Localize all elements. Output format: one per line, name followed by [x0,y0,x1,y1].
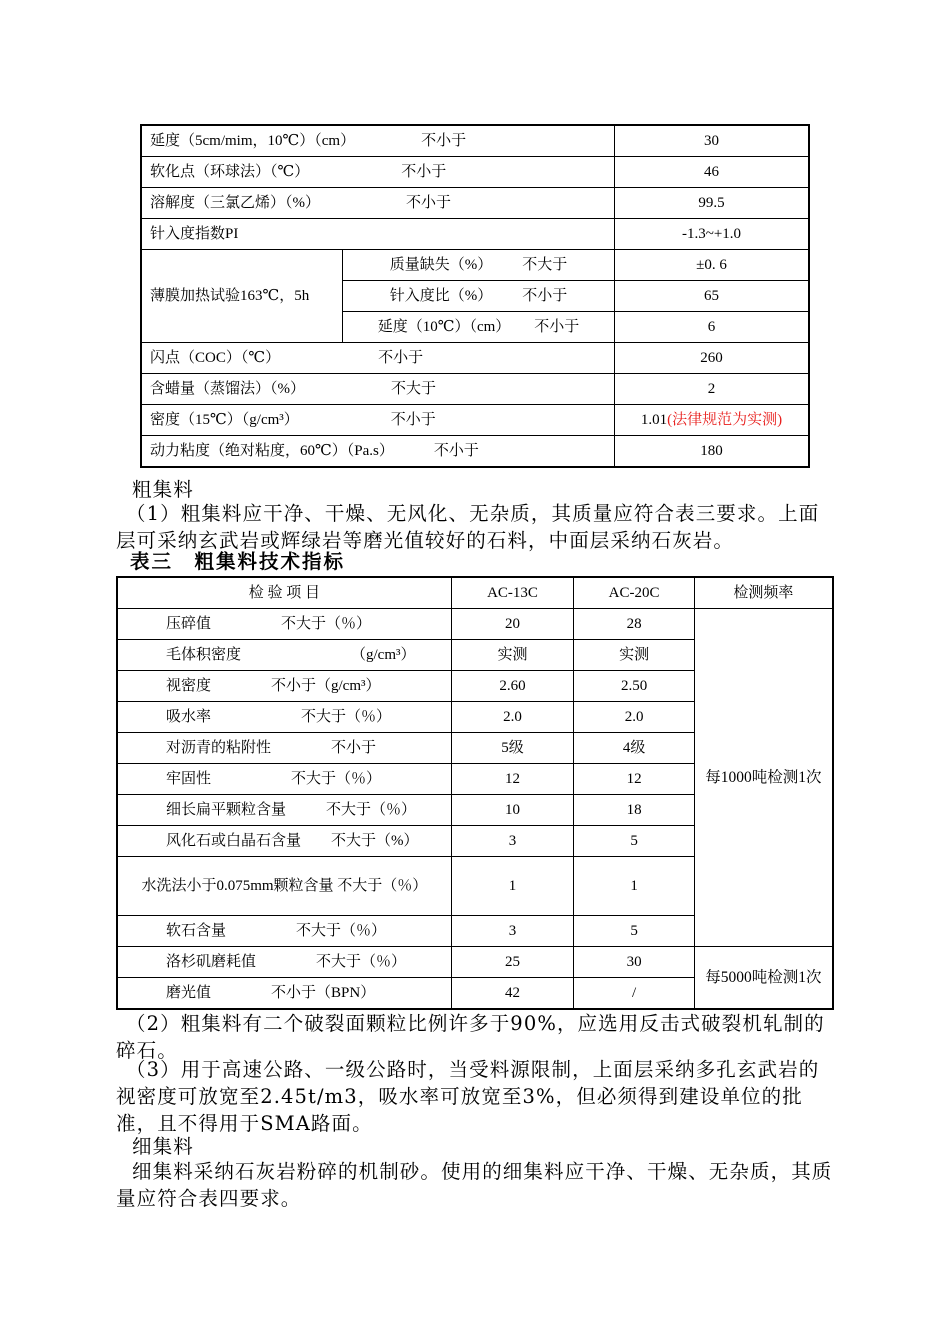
row-condition: 不小于 [406,194,452,211]
item-label: 对沥青的粘附性 [166,739,272,756]
table-cell [141,405,615,436]
table-row [141,343,809,374]
row-value: 99.5 [615,188,810,219]
item-label: 洛杉矶磨耗值 [166,953,257,970]
item-label: 磨光值 [166,984,212,1001]
table-row [141,250,809,281]
row-value: ±0. 6 [615,250,810,281]
row-value: 46 [615,157,810,188]
sub-condition: 不大于 [522,256,568,273]
row-label: 软化点（环球法）（℃） [150,163,310,180]
section-heading-fine [116,1133,836,1160]
item-condition: 不大于（％） [326,801,417,818]
table-cell [117,640,451,671]
row-value: -1.3~+1.0 [615,219,810,250]
row-value: 6 [615,312,810,343]
table-cell [117,916,451,947]
table-cell [141,436,615,468]
column-header: AC-20C [574,577,695,609]
paragraph: （2）粗集料有二个破裂面颗粒比例许多于90%，应选用反击式破裂机轧制的碎石。 [116,1012,825,1062]
row-value: 1.01 [640,411,668,428]
row-condition: 不小于 [433,442,479,459]
column-header: 检 验 项 目 [117,577,451,609]
table-row [117,947,833,978]
table-cell [117,826,451,857]
table-cell [117,671,451,702]
value-ac13: 20 [451,609,574,640]
value-ac20: 实测 [574,640,695,671]
table-row [141,405,809,436]
row-condition: 不大于 [391,380,437,397]
table-cell [117,733,451,764]
row-label: 溶解度（三氯乙烯）（%） [150,194,320,211]
table-cell [117,702,451,733]
paragraph: （1）粗集料应干净、干燥、无风化、无杂质，其质量应符合表三要求。上面层可采纳玄武岩或辉绿岩等磨光值较好的石料，中面层采纳石灰岩。 [116,502,820,552]
value-ac13: 3 [451,916,574,947]
sub-label: 针入度比（%） [389,287,493,304]
row-label: 闪点（COC）（℃） [150,349,281,366]
row-label: 动力粘度（绝对粘度，60℃）（Pa.s） [150,442,394,459]
row-value: 180 [615,436,810,468]
item-condition: 不大于（%） [331,832,419,849]
item-label: 水洗法小于0.075mm颗粒含量 不大于（％） [141,877,428,894]
table-row [141,436,809,468]
row-condition: 不小于 [390,411,436,428]
column-header: AC-13C [451,577,574,609]
item-condition: 不小于（g/cm³） [271,677,381,694]
row-label: 密度（15℃）（g/cm³） [150,411,299,428]
value-ac20: 2.0 [574,702,695,733]
table-cell [117,857,451,916]
table-row [141,374,809,405]
value-ac13: 42 [451,978,574,1010]
row-value: 2 [615,374,810,405]
heading-text: 粗集料 [132,478,194,501]
table-row [141,125,809,157]
value-ac13: 5级 [451,733,574,764]
value-ac13: 10 [451,795,574,826]
value-ac20: 18 [574,795,695,826]
value-ac20: 2.50 [574,671,695,702]
table-title: 表三 粗集料技术指标 [130,550,346,573]
red-note: (法律规范为实测) [667,411,783,428]
table-cell [117,947,451,978]
row-value: 260 [615,343,810,374]
value-ac13: 实测 [451,640,574,671]
item-label: 牢固性 [166,770,212,787]
value-ac13: 3 [451,826,574,857]
row-value: 65 [615,281,810,312]
value-ac20: 5 [574,826,695,857]
table-cell [141,374,615,405]
value-ac20: 4级 [574,733,695,764]
table-cell [141,219,615,250]
film-test-label: 薄膜加热试验163℃，5h [141,250,343,343]
value-ac20: / [574,978,695,1010]
value-ac13: 1 [451,857,574,916]
section-heading-coarse [116,476,836,503]
row-label: 延度（5cm/mim，10℃）（cm） [150,132,356,149]
paragraph: （3）用于高速公路、一级公路时，当受料源限制，上面层采纳多孔玄武岩的视密度可放宽至2.45t/m3，吸水率可放宽至3%，但必须得到建设单位的批准，且不得用于SMA路面。 [116,1058,820,1135]
row-value: 30 [615,125,810,157]
item-label: 吸水率 [166,708,212,725]
row-condition: 不小于 [378,349,424,366]
item-label: 视密度 [166,677,212,694]
row-condition: 不小于 [401,163,447,180]
table-cell [141,343,615,374]
heading-text: 细集料 [132,1135,194,1158]
item-label: 压碎值 [166,615,212,632]
paragraph: 细集料采纳石灰岩粉碎的机制砂。使用的细集料应干净、干燥、无杂质，其质量应符合表四要求。 [116,1160,833,1210]
value-ac20: 5 [574,916,695,947]
item-condition: 不大于（％） [301,708,392,725]
table-header-row [117,577,833,609]
value-ac20: 28 [574,609,695,640]
item-condition: 不大于（％） [291,770,382,787]
row-label: 含蜡量（蒸馏法）（%） [150,380,305,397]
table-cell [343,250,615,281]
item-condition: 不大于（％） [296,922,387,939]
item-label: 毛体积密度 [166,646,242,663]
item-condition: （g/cm³） [351,646,416,663]
sub-label: 延度（10℃）（cm） [377,318,511,335]
item-condition: 不大于（％） [281,615,372,632]
item-label: 风化石或白晶石含量 [166,832,302,849]
table-row [117,609,833,640]
item-condition: 不小于（BPN） [271,984,376,1001]
table-cell [117,609,451,640]
table-row [141,157,809,188]
table-row [141,219,809,250]
item-condition: 不小于 [331,739,377,756]
value-ac13: 25 [451,947,574,978]
item-label: 细长扁平颗粒含量 [166,801,287,818]
sub-condition: 不小于 [534,318,580,335]
asphalt-spec-table [140,124,810,468]
table-cell [343,281,615,312]
value-ac20: 12 [574,764,695,795]
value-ac20: 30 [574,947,695,978]
value-ac13: 2.60 [451,671,574,702]
table-cell [117,764,451,795]
table-cell [141,188,615,219]
table-cell [141,157,615,188]
table-cell [117,795,451,826]
frequency-cell: 每1000吨检测1次 [694,609,833,947]
table-row [141,188,809,219]
sub-label: 质量缺失（%） [389,256,493,273]
row-label: 针入度指数PI [150,225,239,242]
item-condition: 不大于（％） [316,953,407,970]
coarse-aggregate-table [116,576,834,1010]
table-cell [615,405,810,436]
row-condition: 不小于 [421,132,467,149]
table-cell [141,125,615,157]
item-label: 软石含量 [166,922,227,939]
value-ac20: 1 [574,857,695,916]
value-ac13: 12 [451,764,574,795]
table-cell [343,312,615,343]
value-ac13: 2.0 [451,702,574,733]
sub-condition: 不小于 [522,287,568,304]
frequency-cell: 每5000吨检测1次 [694,947,833,1010]
table-cell [117,978,451,1010]
column-header: 检测频率 [694,577,833,609]
